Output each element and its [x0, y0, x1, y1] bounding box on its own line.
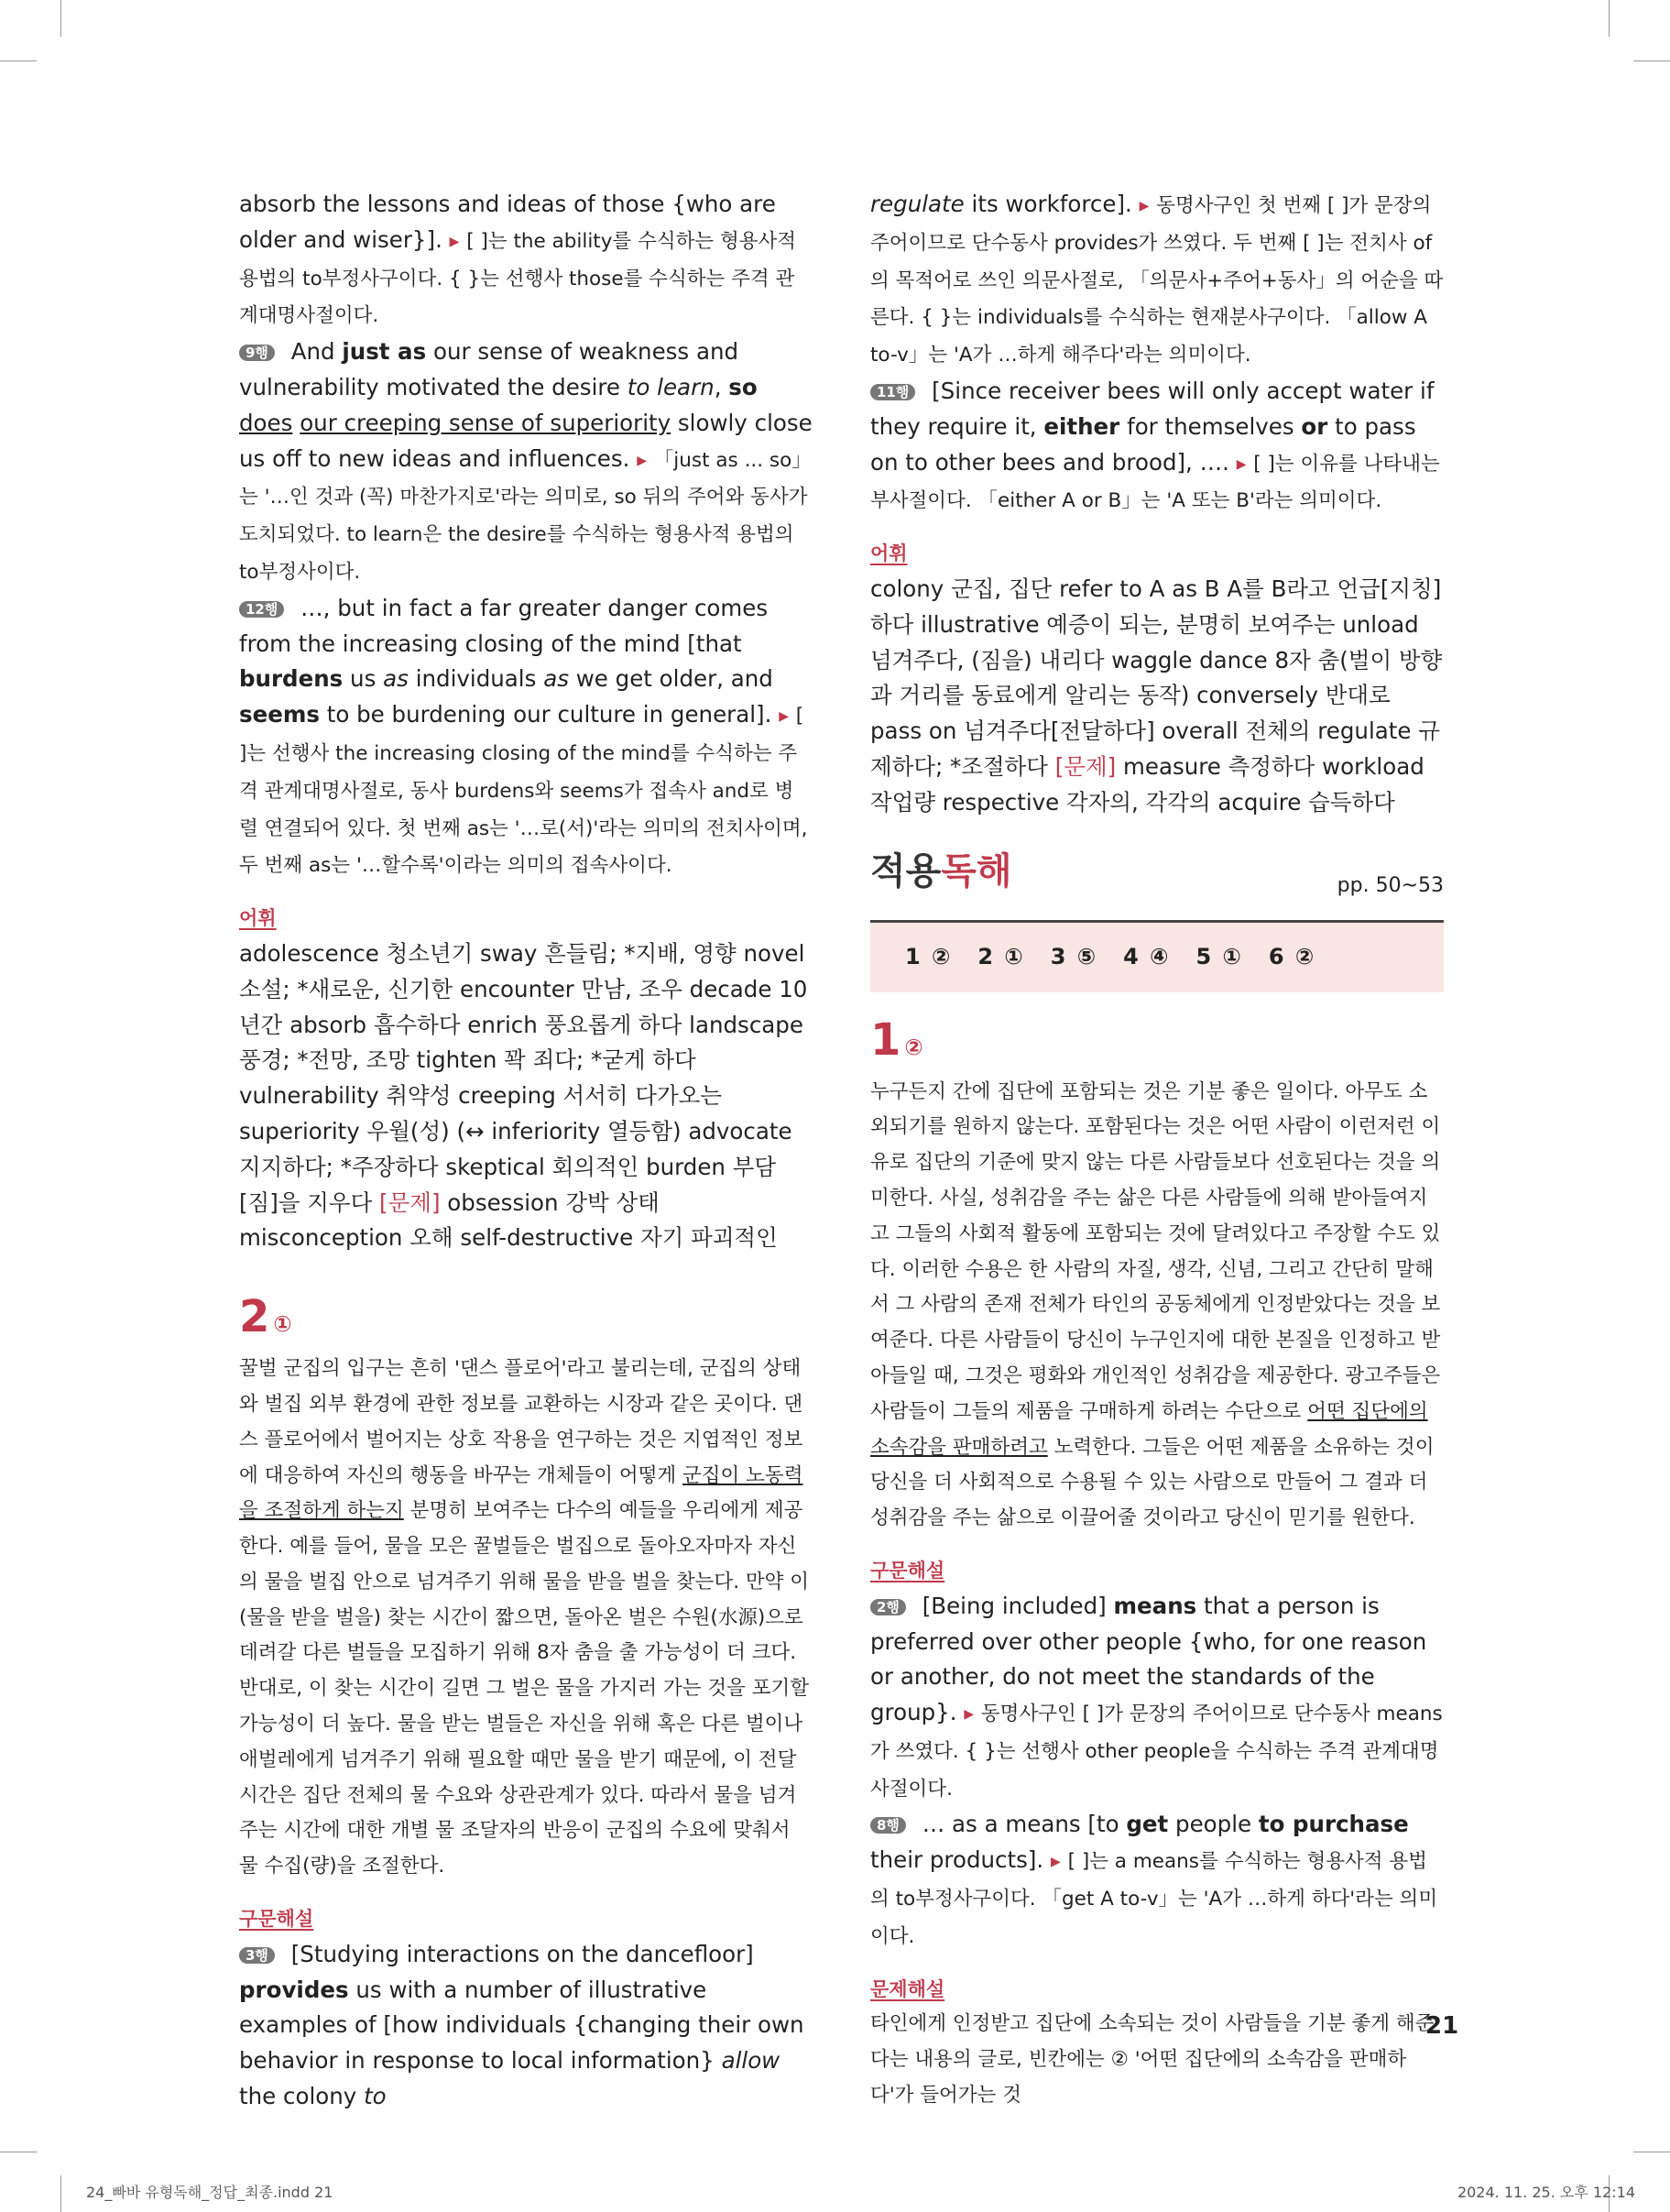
paragraph: 8행 … as a means [to get people to purchase their products]. ▶ [ ]는 a means를 수식하는 형용사적 용법의 to부정사구이다. 「get A to-v」는 'A가 …하게 하다'라는 의미이다. [870, 1811, 1438, 1948]
page-range: pp. 50~53 [1337, 873, 1444, 897]
answer-item: 1 ② [905, 944, 951, 970]
vocab-list: adolescence 청소년기 sway 흔들림; *지배, 영향 novel 소설; *새로운, 신기한 encounter 만남, 조우 decade 10년간 absorb 흡수하다 enrich 풍요롭게 하다 landscape 풍경; *전망, 조망 tighten 꽉 죄다; *굳게 하다 vulnerability 취약성 creeping 서서히 다가오는 superiority 우월(성) (↔ inferiority 열등함) advocate 지지하다; *주장하다 skeptical 회의적인 burden 부담[짐]을 지우다 [문제] obsession 강박 상태 misconception 오해 self-destructive 자기 파괴적인 [239, 939, 808, 1252]
answer-item: 6 ② [1268, 944, 1315, 970]
line-tag: 2행 [870, 1599, 906, 1615]
paragraph: 12행 …, but in fact a far greater danger comes from the increasing closing of the mind [that burdens us as individuals as we get older, and seems to be burdening our culture in general]. ▶ [ ]는 선행사 the increasing closing of the mind를 수식하는 주격 관계대명사절로, 동사 burdens와 seems가 접속사 and로 병렬 연결되어 있다. 첫 번째 as는 '…로(서)'라는 의미의 전치사이며, 두 번째 as는 '…할수록'이라는 의미의 접속사이다. [239, 594, 808, 878]
syntax-heading: 구문해설 [239, 1908, 314, 1931]
line-tag: 8행 [870, 1817, 906, 1834]
paragraph: regulate its workforce]. ▶ 동명사구인 첫 번째 [ ]가 문장의 주어이므로 단수동사 provides가 쓰였다. 두 번째 [ ]는 전치사 of의 목적어로 쓰인 의문사절로, 「의문사+주어+동사」의 어순을 따른다. { }는 individuals를 수식하는 현재분사구이다. 「allow A to-v」는 'A가 …하게 해주다'라는 의미이다. [870, 191, 1444, 367]
vocab-heading: 어휘 [870, 542, 908, 565]
translation: 누구든지 간에 집단에 포함되는 것은 기분 좋은 일이다. 아무도 소외되기를 원하지 않는다. 포함된다는 것은 어떤 사람이 이런저런 이유로 집단의 기준에 맞지 않는 다른 사람들보다 선호된다는 것을 의미한다. 사실, 성취감을 주는 삶은 다른 사람들에 의해 받아들여지고 그들의 사회적 활동에 포함되는 것에 달려있다고 주장할 수도 있다. 이러한 수용은 한 사람의 자질, 생각, 신념, 그리고 간단히 말해서 그 사람의 존재 전체가 타인의 공동체에게 인정받았다는 것을 보여준다. 다른 사람들이 당신이 누구인지에 대한 본질을 인정하고 받아들일 때, 그것은 평화와 개인적인 성취감을 제공한다. 광고주들은 사람들이 그들의 제품을 구매하게 하려는 수단으로 어떤 집단에의 소속감을 판매하려고 노력한다. 그들은 어떤 제품을 소유하는 것이 당신을 더 사회적으로 수용될 수 있는 사람으로 만들어 그 결과 더 성취감을 주는 삶으로 이끌어줄 것이라고 당신이 믿기를 원한다. [870, 1079, 1441, 1530]
paragraph: 2행 [Being included] means that a person is preferred over other people {who, for one reason or another, do not meet the standards of the group}. ▶ 동명사구인 [ ]가 문장의 주어이므로 단수동사 means가 쓰였다. { }는 선행사 other people을 수식하는 주격 관계대명사절이다. [870, 1592, 1443, 1801]
line-tag: 3행 [239, 1947, 275, 1964]
answer-item: 2 ① [977, 944, 1023, 970]
footer-file-info: 24_빠바 유형독해_정답_최종.indd 21 [86, 2184, 333, 2201]
subject-mark: our creeping sense of superiority [300, 409, 671, 436]
crop-mark [60, 2175, 61, 2212]
triangle-icon: ▶ [1051, 1855, 1061, 1870]
paragraph: 11행 [Since receiver bees will only accept water if they require it, either for themselves or to pass on to other bees and brood], …. ▶ [ ]는 이유를 나타내는 부사절이다. 「either A or B」는 'A 또는 B'라는 의미이다. [870, 377, 1440, 513]
crop-mark [1609, 0, 1610, 37]
crop-mark [1633, 60, 1670, 61]
triangle-icon: ▶ [1236, 456, 1247, 472]
answer-explanation-heading: 문제해설 [870, 1977, 945, 2000]
triangle-icon: ▶ [964, 1707, 975, 1723]
left-column [239, 187, 813, 2115]
section-title: 적용독해 [870, 849, 1012, 892]
line-tag: 12행 [239, 601, 284, 618]
answer-explanation: 타인에게 인정받고 집단에 소속되는 것이 사람들을 기분 좋게 해준다는 내용의 글로, 빈칸에는 ② '어떤 집단에의 소속감을 판매하다'가 들어가는 것 [870, 2012, 1435, 2108]
triangle-icon: ▶ [779, 709, 789, 725]
question-number: 2 ① [239, 1291, 292, 1343]
crop-mark [60, 0, 61, 37]
translation: 꿀벌 군집의 입구는 흔히 '댄스 플로어'라고 불리는데, 군집의 상태와 벌집 외부 환경에 관한 정보를 교환하는 시장과 같은 곳이다. 댄스 플로어에서 벌어지는 상호 작용을 연구하는 것은 지엽적인 정보에 대응하여 자신의 행동을 바꾸는 개체들이 어떻게 군집이 노동력을 조절하게 하는지 분명히 보여주는 다수의 예들을 우리에게 제공한다. 예를 들어, 물을 모은 꿀벌들은 벌집으로 돌아오자마자 자신의 물을 벌집 안으로 넘겨주기 위해 물을 받을 벌을 찾는다. 만약 이 (물을 받을 벌을) 찾는 시간이 짧으면, 돌아온 벌은 수원(水源)으로 데려갈 다른 벌들을 모집하기 위해 8자 춤을 출 가능성이 더 크다. 반대로, 이 찾는 시간이 길면 그 벌은 물을 가지러 가는 것을 포기할 가능성이 더 높다. 물을 받는 벌들은 자신을 위해 혹은 다른 벌이나 애벌레에게 넘겨주기 위해 필요할 때만 물을 받기 때문에, 이 전달 시간은 집단 전체의 물 수요와 상관관계가 있다. 따라서 물을 넘겨주는 시간에 대한 개별 물 조달자의 반응이 군집의 수요에 맞춰서 물 수집(량)을 조절한다. [239, 1357, 810, 1878]
section-heading [870, 849, 1444, 920]
answer-item: 3 ⑤ [1050, 944, 1097, 970]
right-column [870, 187, 1444, 2114]
answer-mark: ① [273, 1311, 292, 1338]
triangle-icon: ▶ [1139, 199, 1150, 214]
crop-mark [0, 60, 37, 61]
answer-item: 5 ① [1195, 944, 1241, 970]
verb-mark: does [239, 409, 293, 436]
syntax-heading: 구문해설 [870, 1559, 945, 1582]
paragraph: 9행 And just as our sense of weakness and vulnerability motivated the desire to learn, so does our creeping sense of superiority slowly close us off to new ideas and influences. ▶ 「just as ... so」는 '…인 것과 (꼭) 마찬가지로'라는 의미로, so 뒤의 주어와 동사가 도치되었다. to learn은 the desire를 수식하는 형용사적 용법의 to부정사이다. [239, 338, 813, 584]
answer-item: 4 ④ [1123, 944, 1169, 970]
footer-timestamp: 2024. 11. 25. 오후 12:14 [1457, 2184, 1635, 2201]
page-number: 21 [1425, 2012, 1459, 2040]
triangle-icon: ▶ [449, 234, 460, 249]
line-tag: 9행 [239, 345, 275, 361]
vocab-heading: 어휘 [239, 907, 277, 930]
paragraph: 3행 [Studying interactions on the dancefloor] provides us with a number of illustrative examples of [how individuals {changing their own behavior in response to local information} allow the colony to [239, 1940, 804, 2110]
line-tag: 11행 [870, 384, 915, 400]
vocab-list: colony 군집, 집단 refer to A as B A를 B라고 언급[지칭]하다 illustrative 예증이 되는, 분명히 보여주는 unload 넘겨주다, (짐을) 내리다 waggle dance 8자 춤(벌이 방향과 거리를 동료에게 알리는 동작) conversely 반대로 pass on 넘겨주다[전달하다] overall 전체의 regulate 규제하다; *조절하다 [문제] measure 측정하다 workload 작업량 respective 각자의, 각각의 acquire 습득하다 [870, 575, 1443, 816]
triangle-icon: ▶ [637, 453, 647, 468]
answer-mark: ② [904, 1034, 923, 1060]
question-number: 1 ② [870, 1013, 923, 1066]
answer-key-box [870, 920, 1444, 992]
paragraph: absorb the lessons and ideas of those {who are older and wiser}]. ▶ [ ]는 the ability를 수식하는 형용사적 용법의 to부정사구이다. { }는 선행사 those를 수식하는 주격 관계대명사절이다. [239, 191, 797, 328]
